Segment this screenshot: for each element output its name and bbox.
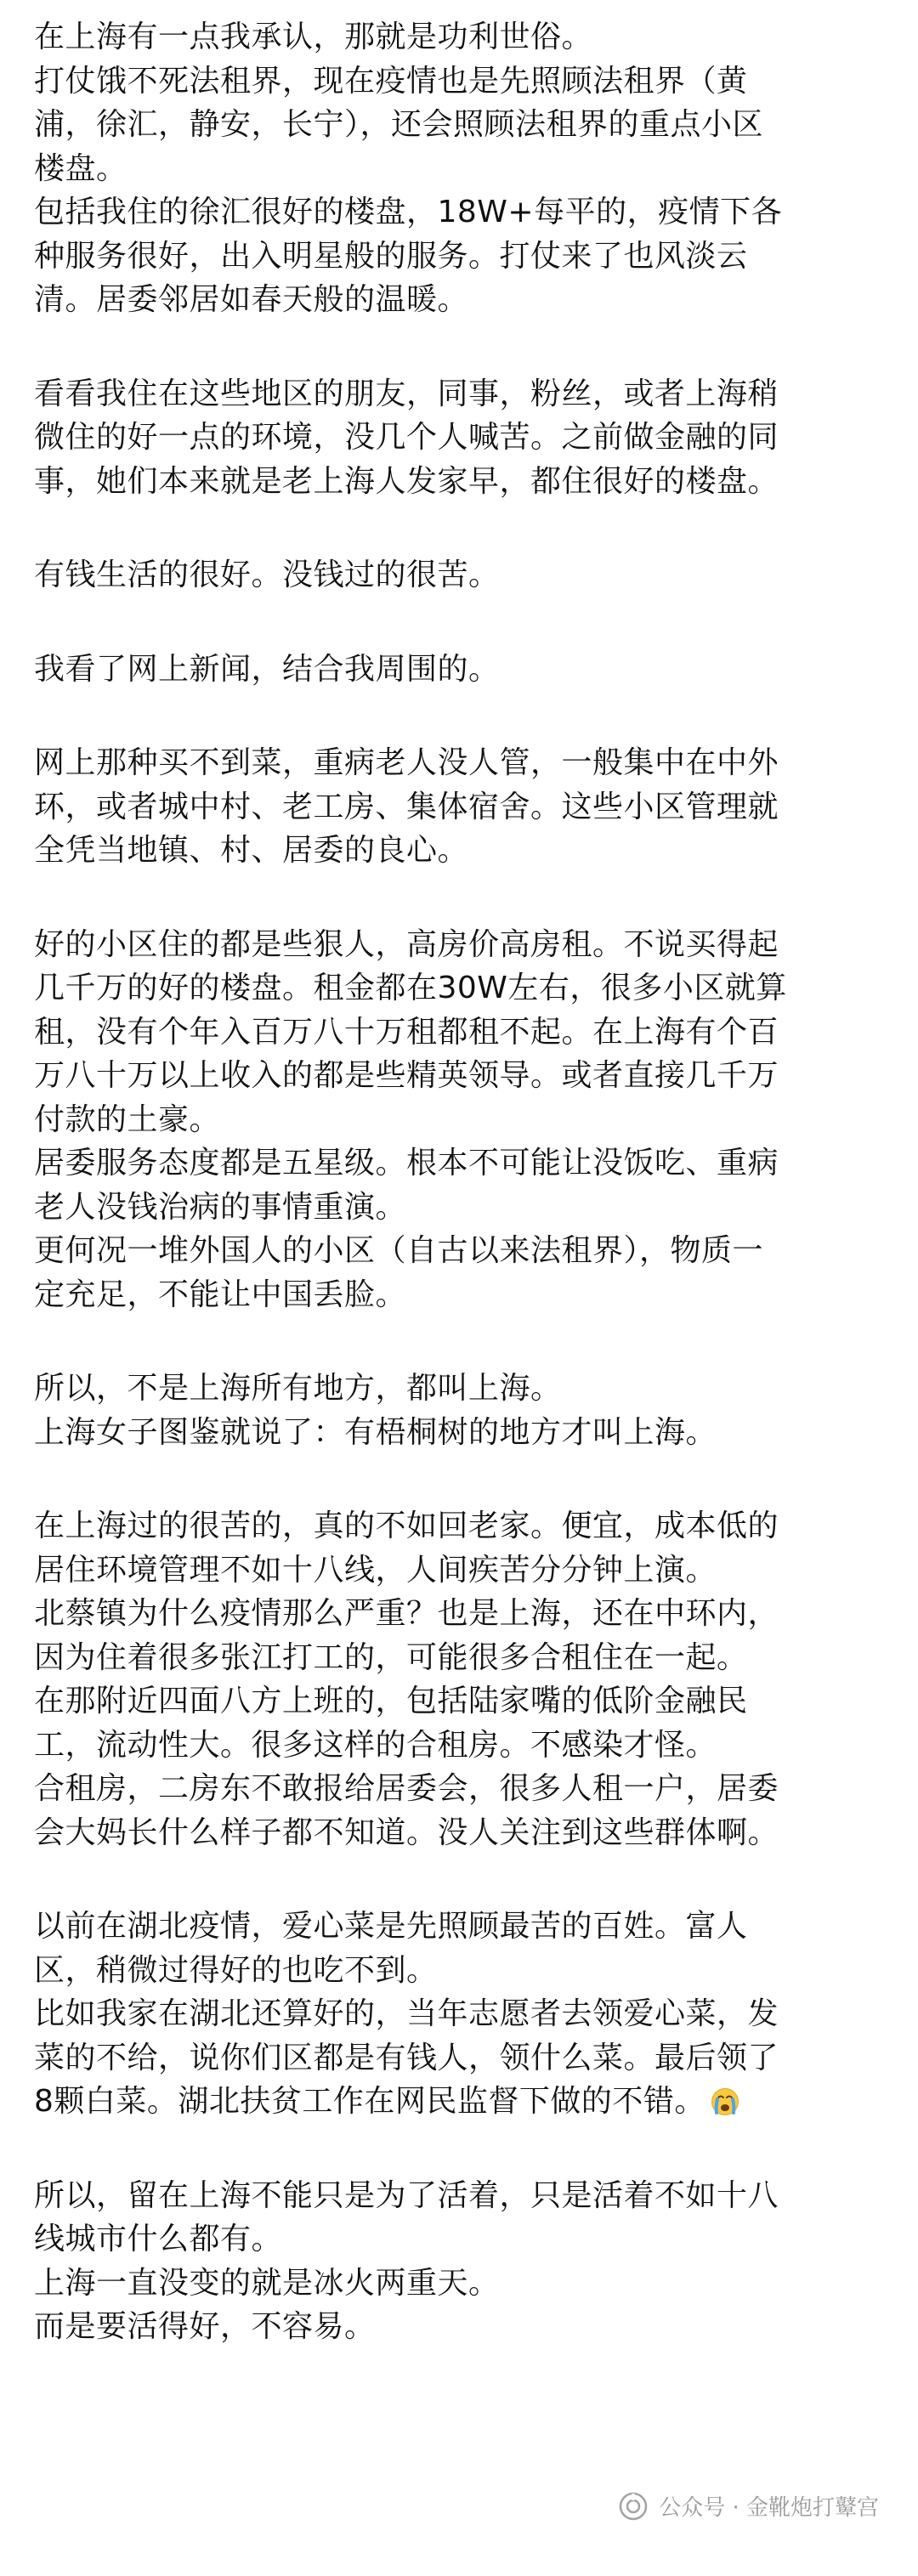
text-line: 因为住着很多张江打工的，可能很多合租住在一起。: [34, 1639, 748, 1675]
text-line: 微住的好一点的环境，没几个人喊苦。之前做金融的同: [34, 420, 779, 455]
text-line: 租，没有个年入百万八十万租都租不起。在上海有个百: [34, 1014, 779, 1050]
paragraph: [34, 553, 892, 597]
text-line: 打仗饿不死法租界，现在疫情也是先照顾法租界（黄: [34, 63, 748, 99]
text-line: 老人没钱治病的事情重演。: [34, 1189, 407, 1225]
paragraph: [34, 372, 892, 504]
watermark: [618, 2490, 879, 2522]
text-line: 所以，留在上海不能只是为了活着，只是活着不如十八: [34, 2177, 779, 2213]
text-line: 线城市什么都有。: [34, 2222, 283, 2256]
text-line: 种服务很好，出入明星般的服务。打仗来了也风淡云: [34, 238, 748, 274]
text-line: 几千万的好的楼盘。租金都在30W左右，很多小区就算: [34, 971, 787, 1005]
paragraph: [34, 15, 892, 322]
text-line: 菜的不给，说你们区都是有钱人，领什么菜。最后领了: [34, 2040, 779, 2075]
text-span: 8颗白菜。湖北扶贫工作在网民监督下做的不错。: [34, 2084, 706, 2119]
text-line: 在上海过的很苦的，真的不如回老家。便宜，成本低的: [34, 1509, 779, 1543]
text-line: 万八十万以上收入的都是些精英领导。或者直接几千万: [34, 1058, 779, 1093]
text-line: 以前在湖北疫情，爱心菜是先照顾最苦的百姓。富人: [34, 1909, 748, 1944]
text-line: 合租房，二房东不敢报给居委会，很多人租一户，居委: [34, 1771, 779, 1806]
paragraph: [34, 1504, 892, 1854]
text-line: 付款的土豪。: [34, 1101, 221, 1137]
text-line: 在上海有一点我承认，那就是功利世俗。: [34, 20, 593, 54]
text-line: 楼盘。: [34, 150, 128, 186]
text-line: 好的小区住的都是些狠人，高房价高房租。不说买得起: [34, 926, 779, 962]
text-line: 在那附近四面八方上班的，包括陆家嘴的低阶金融民: [34, 1684, 748, 1718]
text-line: 上海女子图鉴就说了：有梧桐树的地方才叫上海。: [34, 1414, 717, 1450]
text-line: 比如我家在湖北还算好的，当年志愿者去领爱心菜，发: [34, 1996, 779, 2031]
paragraph: [34, 923, 892, 1317]
text-line: 包括我住的徐汇很好的楼盘，18W+每平的，疫情下各: [34, 195, 783, 229]
text-line: 事，她们本来就是老上海人发家早，都住很好的楼盘。: [34, 463, 779, 499]
paragraph: [34, 1367, 892, 1454]
text-line: 有钱生活的很好。没钱过的很苦。: [34, 558, 500, 592]
text-line: 所以，不是上海所有地方，都叫上海。: [34, 1371, 562, 1406]
text-line: 网上那种买不到菜，重病老人没人管，一般集中在中外: [34, 745, 779, 780]
text-line: 区，稍微过得好的也吃不到。: [34, 1952, 438, 1988]
paragraph: [34, 648, 892, 692]
text-line: 上海一直没变的就是冰火两重天。: [34, 2265, 500, 2301]
text-line: 清。居委邻居如春天般的温暖。: [34, 282, 469, 317]
text-line: 北蔡镇为什么疫情那么严重？也是上海，还在中环内，: [34, 1596, 779, 1631]
crying-face-icon: [711, 2085, 740, 2114]
text-line: 工，流动性大。很多这样的合租房。不感染才怪。: [34, 1727, 717, 1763]
article-body: [34, 15, 892, 2349]
text-line: 更何况一堆外国人的小区（自古以来法租界），物质一: [34, 1233, 764, 1268]
text-line: 我看了网上新闻，结合我周围的。: [34, 651, 500, 687]
paragraph: [34, 741, 892, 873]
text-line: 浦，徐汇，静安，长宁），还会照顾法租界的重点小区: [34, 107, 764, 142]
text-line: 全凭当地镇、村、居委的良心。: [34, 833, 469, 868]
text-line: 会大妈长什么样子都不知道。没人关注到这些群体啊。: [34, 1815, 779, 1850]
text-line: 而是要活得好，不容易。: [34, 2309, 376, 2344]
paragraph: [34, 2174, 892, 2349]
wechat-public-account-icon: [618, 2491, 649, 2522]
text-line: 看看我住在这些地区的朋友，同事，粉丝，或者上海稍: [34, 376, 779, 411]
paragraph: [34, 1905, 892, 2124]
text-line: 居委服务态度都是五星级。根本不可能让没饭吃、重病: [34, 1146, 779, 1180]
text-line: 环，或者城中村、老工房、集体宿舍。这些小区管理就: [34, 789, 779, 824]
text-line: 定充足，不能让中国丢脸。: [34, 1277, 407, 1312]
text-line: 居住环境管理不如十八线，人间疾苦分分钟上演。: [34, 1552, 717, 1588]
watermark-text: 公众号 · 金靴炮打鼙宫: [659, 2495, 879, 2521]
text-line: [34, 2080, 892, 2124]
